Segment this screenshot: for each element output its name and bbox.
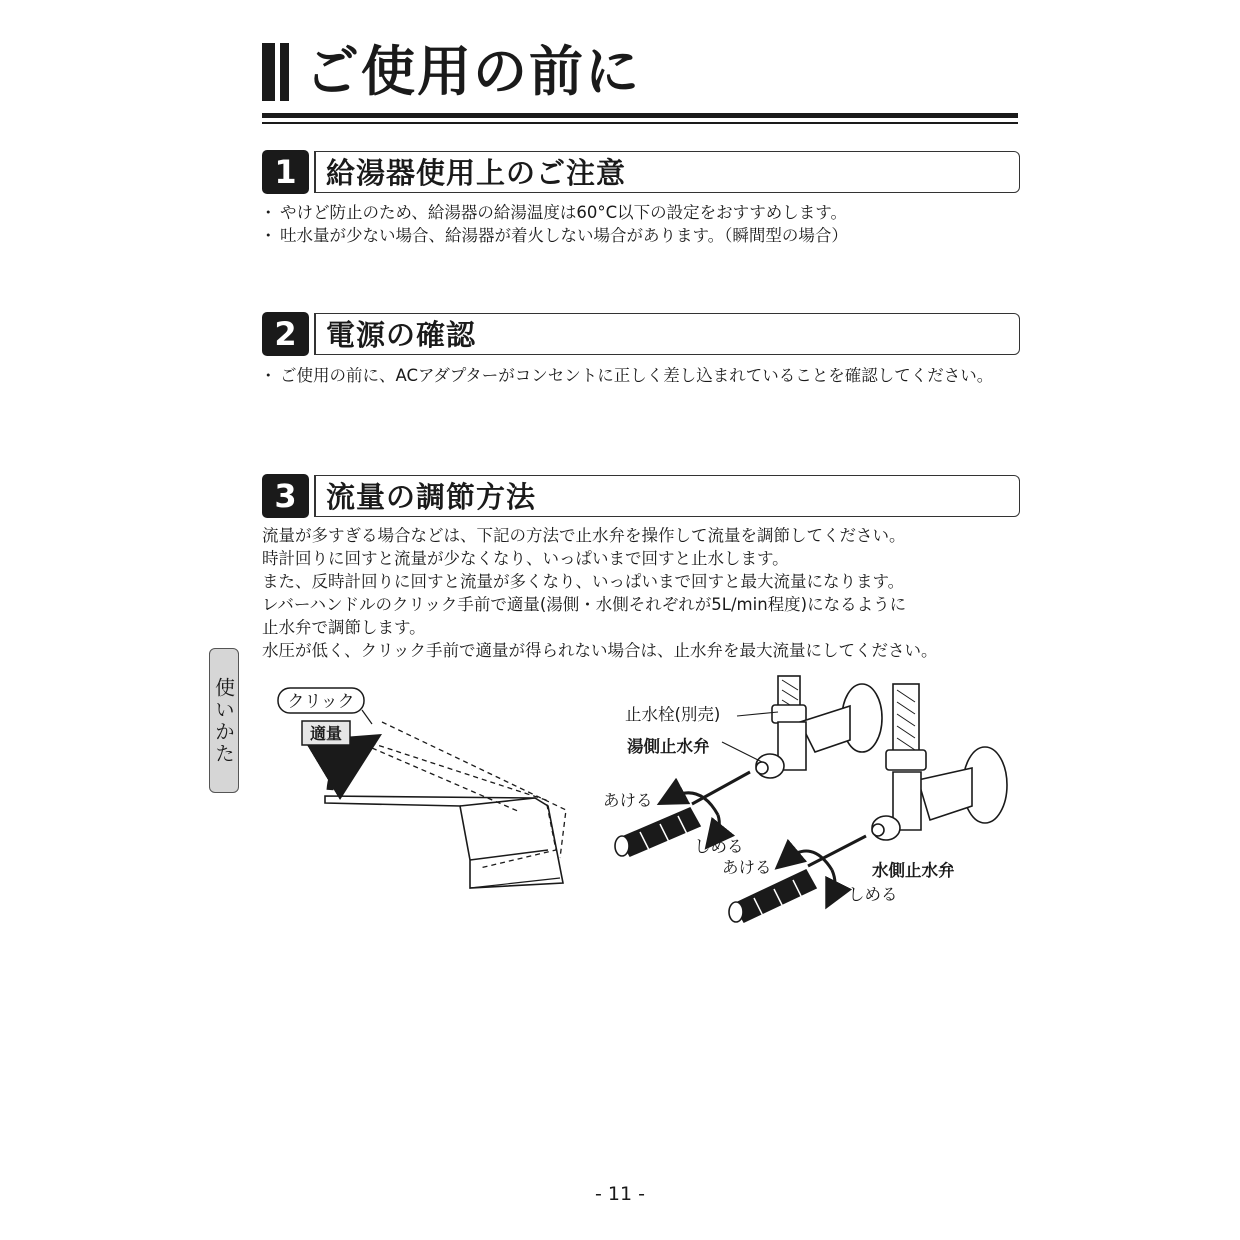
section-3-heading-text: 流量の調節方法 xyxy=(326,480,537,514)
section-2-heading-text: 電源の確認 xyxy=(326,318,477,352)
hot-side-valve-drawing xyxy=(756,676,882,778)
section-3-number: 3 xyxy=(262,474,309,518)
list-item: ・ 吐水量が少ない場合、給湯器が着火しない場合があります。（瞬間型の場合） xyxy=(262,224,1032,247)
lever-up-arrow xyxy=(330,752,352,790)
faucet-lever-drawing xyxy=(325,722,566,888)
click-label: クリック xyxy=(287,692,355,712)
hot-open-label: あける xyxy=(603,791,653,810)
cold-close-arrow xyxy=(832,870,835,896)
paragraph-line: また、反時計回りに回すと流量が多くなり、いっぱいまで回すと最大流量になります。 xyxy=(262,572,905,591)
cold-side-valve-drawing xyxy=(872,684,1007,840)
paragraph-line: 時計回りに回すと流量が少なくなり、いっぱいまで回すと止水します。 xyxy=(262,549,789,568)
section-1-heading-text: 給湯器使用上のご注意 xyxy=(326,156,627,190)
section-2-number: 2 xyxy=(262,312,309,356)
list-item: ・ ご使用の前に、ACアダプターがコンセントに正しく差し込まれていることを確認してください。 xyxy=(262,364,1022,387)
tekiryo-label: 適量 xyxy=(309,724,343,743)
paragraph-line: 水圧が低く、クリック手前で適量が得られない場合は、止水弁を最大流量にしてください。 xyxy=(262,641,938,660)
page-number: - 11 - xyxy=(595,1183,645,1205)
cold-open-label: あける xyxy=(722,858,772,877)
hot-valve-label: 湯側止水弁 xyxy=(627,737,710,756)
list-item: ・ やけど防止のため、給湯器の給湯温度は60°C以下の設定をおすすめします。 xyxy=(262,201,1032,224)
side-tab-usage[interactable]: 使いかた xyxy=(209,648,239,793)
hot-close-arrow xyxy=(714,815,719,838)
hot-close-label: しめる xyxy=(694,837,744,856)
page-title-text: ご使用の前に xyxy=(305,40,641,103)
cold-valve-label: 水側止水弁 xyxy=(872,861,955,880)
cold-close-label: しめる xyxy=(848,885,898,904)
paragraph-line: レバーハンドルのクリック手前で適量(湯側・水側それぞれが5L/min程度)になるように xyxy=(262,595,907,614)
cold-side-screwdriver xyxy=(729,836,866,922)
paragraph-line: 流量が多すぎる場合などは、下記の方法で止水弁を操作して流量を調節してください。 xyxy=(262,526,906,545)
paragraph-line: 止水弁で調節します。 xyxy=(262,618,426,637)
valve-label: 止水栓(別売) xyxy=(625,705,721,724)
section-1-number: 1 xyxy=(262,150,309,194)
